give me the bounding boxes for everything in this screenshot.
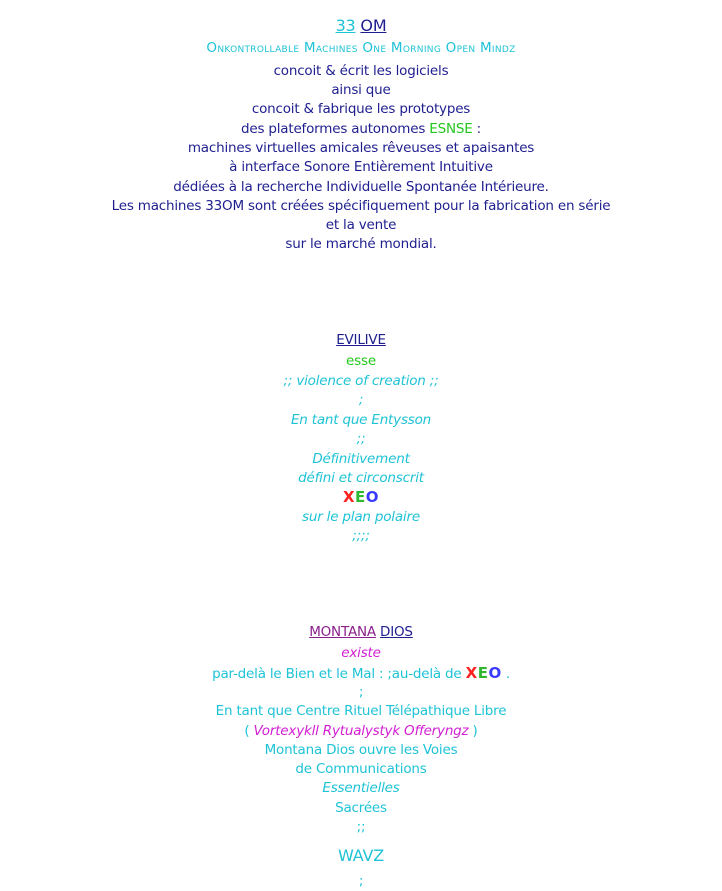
xeo-logo: [0, 488, 722, 506]
text-line: sur le marché mondial.: [285, 236, 437, 252]
text-fragment: par-delà le Bien et le Mal : ;au-delà de: [212, 666, 466, 682]
dios-link[interactable]: DIOS: [380, 624, 413, 640]
text-line: ;;;;: [352, 528, 370, 544]
vortexykll-label: Vortexykll Rytualystyk Offeryngz: [253, 723, 469, 739]
text-line: ainsi que: [331, 82, 391, 98]
text-line: sur le plan polaire: [302, 509, 420, 525]
section-evilive-title: [0, 331, 722, 349]
text-line-xeo: [0, 664, 722, 683]
xeo-letter-x: X: [465, 664, 478, 682]
text-line: ;: [358, 684, 364, 700]
text-line: concoit & fabrique les prototypes: [251, 101, 471, 117]
text-line-esnse: [0, 120, 722, 138]
montana-link[interactable]: MONTANA: [309, 624, 376, 640]
text-line: concoit & écrit les logiciels: [273, 63, 449, 79]
xeo-letter-x: X: [342, 488, 356, 506]
text-line: Essentielles: [322, 780, 400, 796]
text-line: machines virtuelles amicales rêveuses et apaisantes: [187, 140, 535, 156]
text-fragment: :: [472, 121, 482, 137]
text-line: dédiées à la recherche Individuelle Spontanée Intérieure.: [173, 179, 549, 195]
text-line: esse: [346, 353, 376, 369]
evilive-link[interactable]: EVILIVE: [336, 332, 386, 348]
title-link-om[interactable]: OM: [360, 16, 387, 35]
text-fragment: des plateformes autonomes: [240, 121, 430, 137]
text-line: ;: [358, 873, 364, 889]
section-33om-title: [0, 17, 722, 35]
xeo-letter-e: E: [477, 664, 489, 682]
xeo-letter-o: O: [488, 664, 502, 682]
esnse-label: ESNSE: [429, 121, 473, 137]
text-line: Sacrées: [335, 800, 387, 816]
text-line: ;;: [356, 431, 366, 447]
text-fragment: .: [501, 666, 510, 682]
wavz-text: WAVZ: [338, 846, 384, 865]
text-line: ;; violence of creation ;;: [283, 373, 439, 389]
text-line: de Communications: [295, 761, 427, 777]
xeo-logo-inline: [466, 664, 502, 682]
xeo-letter-e: E: [355, 488, 366, 506]
section-montana-title: [0, 623, 722, 641]
text-line: existe: [341, 645, 381, 661]
xeo-letter-o: O: [365, 488, 380, 506]
text-line: Définitivement: [312, 451, 410, 467]
text-line: En tant que Entysson: [290, 412, 432, 428]
text-line: Les machines 33OM sont créées spécifiquement pour la fabrication en série: [111, 198, 611, 214]
text-line: ;: [358, 392, 364, 408]
text-fragment: ): [468, 723, 478, 739]
text-line: Montana Dios ouvre les Voies: [264, 742, 458, 758]
text-line: ;;: [356, 819, 366, 835]
text-line: défini et circonscrit: [298, 470, 424, 486]
text-line: En tant que Centre Rituel Télépathique Libre: [215, 703, 507, 719]
text-line: à interface Sonore Entièrement Intuitive: [229, 159, 493, 175]
text-fragment: (: [244, 723, 254, 739]
text-line: et la vente: [325, 217, 397, 233]
text-line-vortexykll: [0, 722, 722, 740]
title-link-33[interactable]: 33: [335, 16, 356, 35]
section-33om-subtitle: Onkontrollable Machines One Morning Open Mindz: [206, 40, 516, 56]
